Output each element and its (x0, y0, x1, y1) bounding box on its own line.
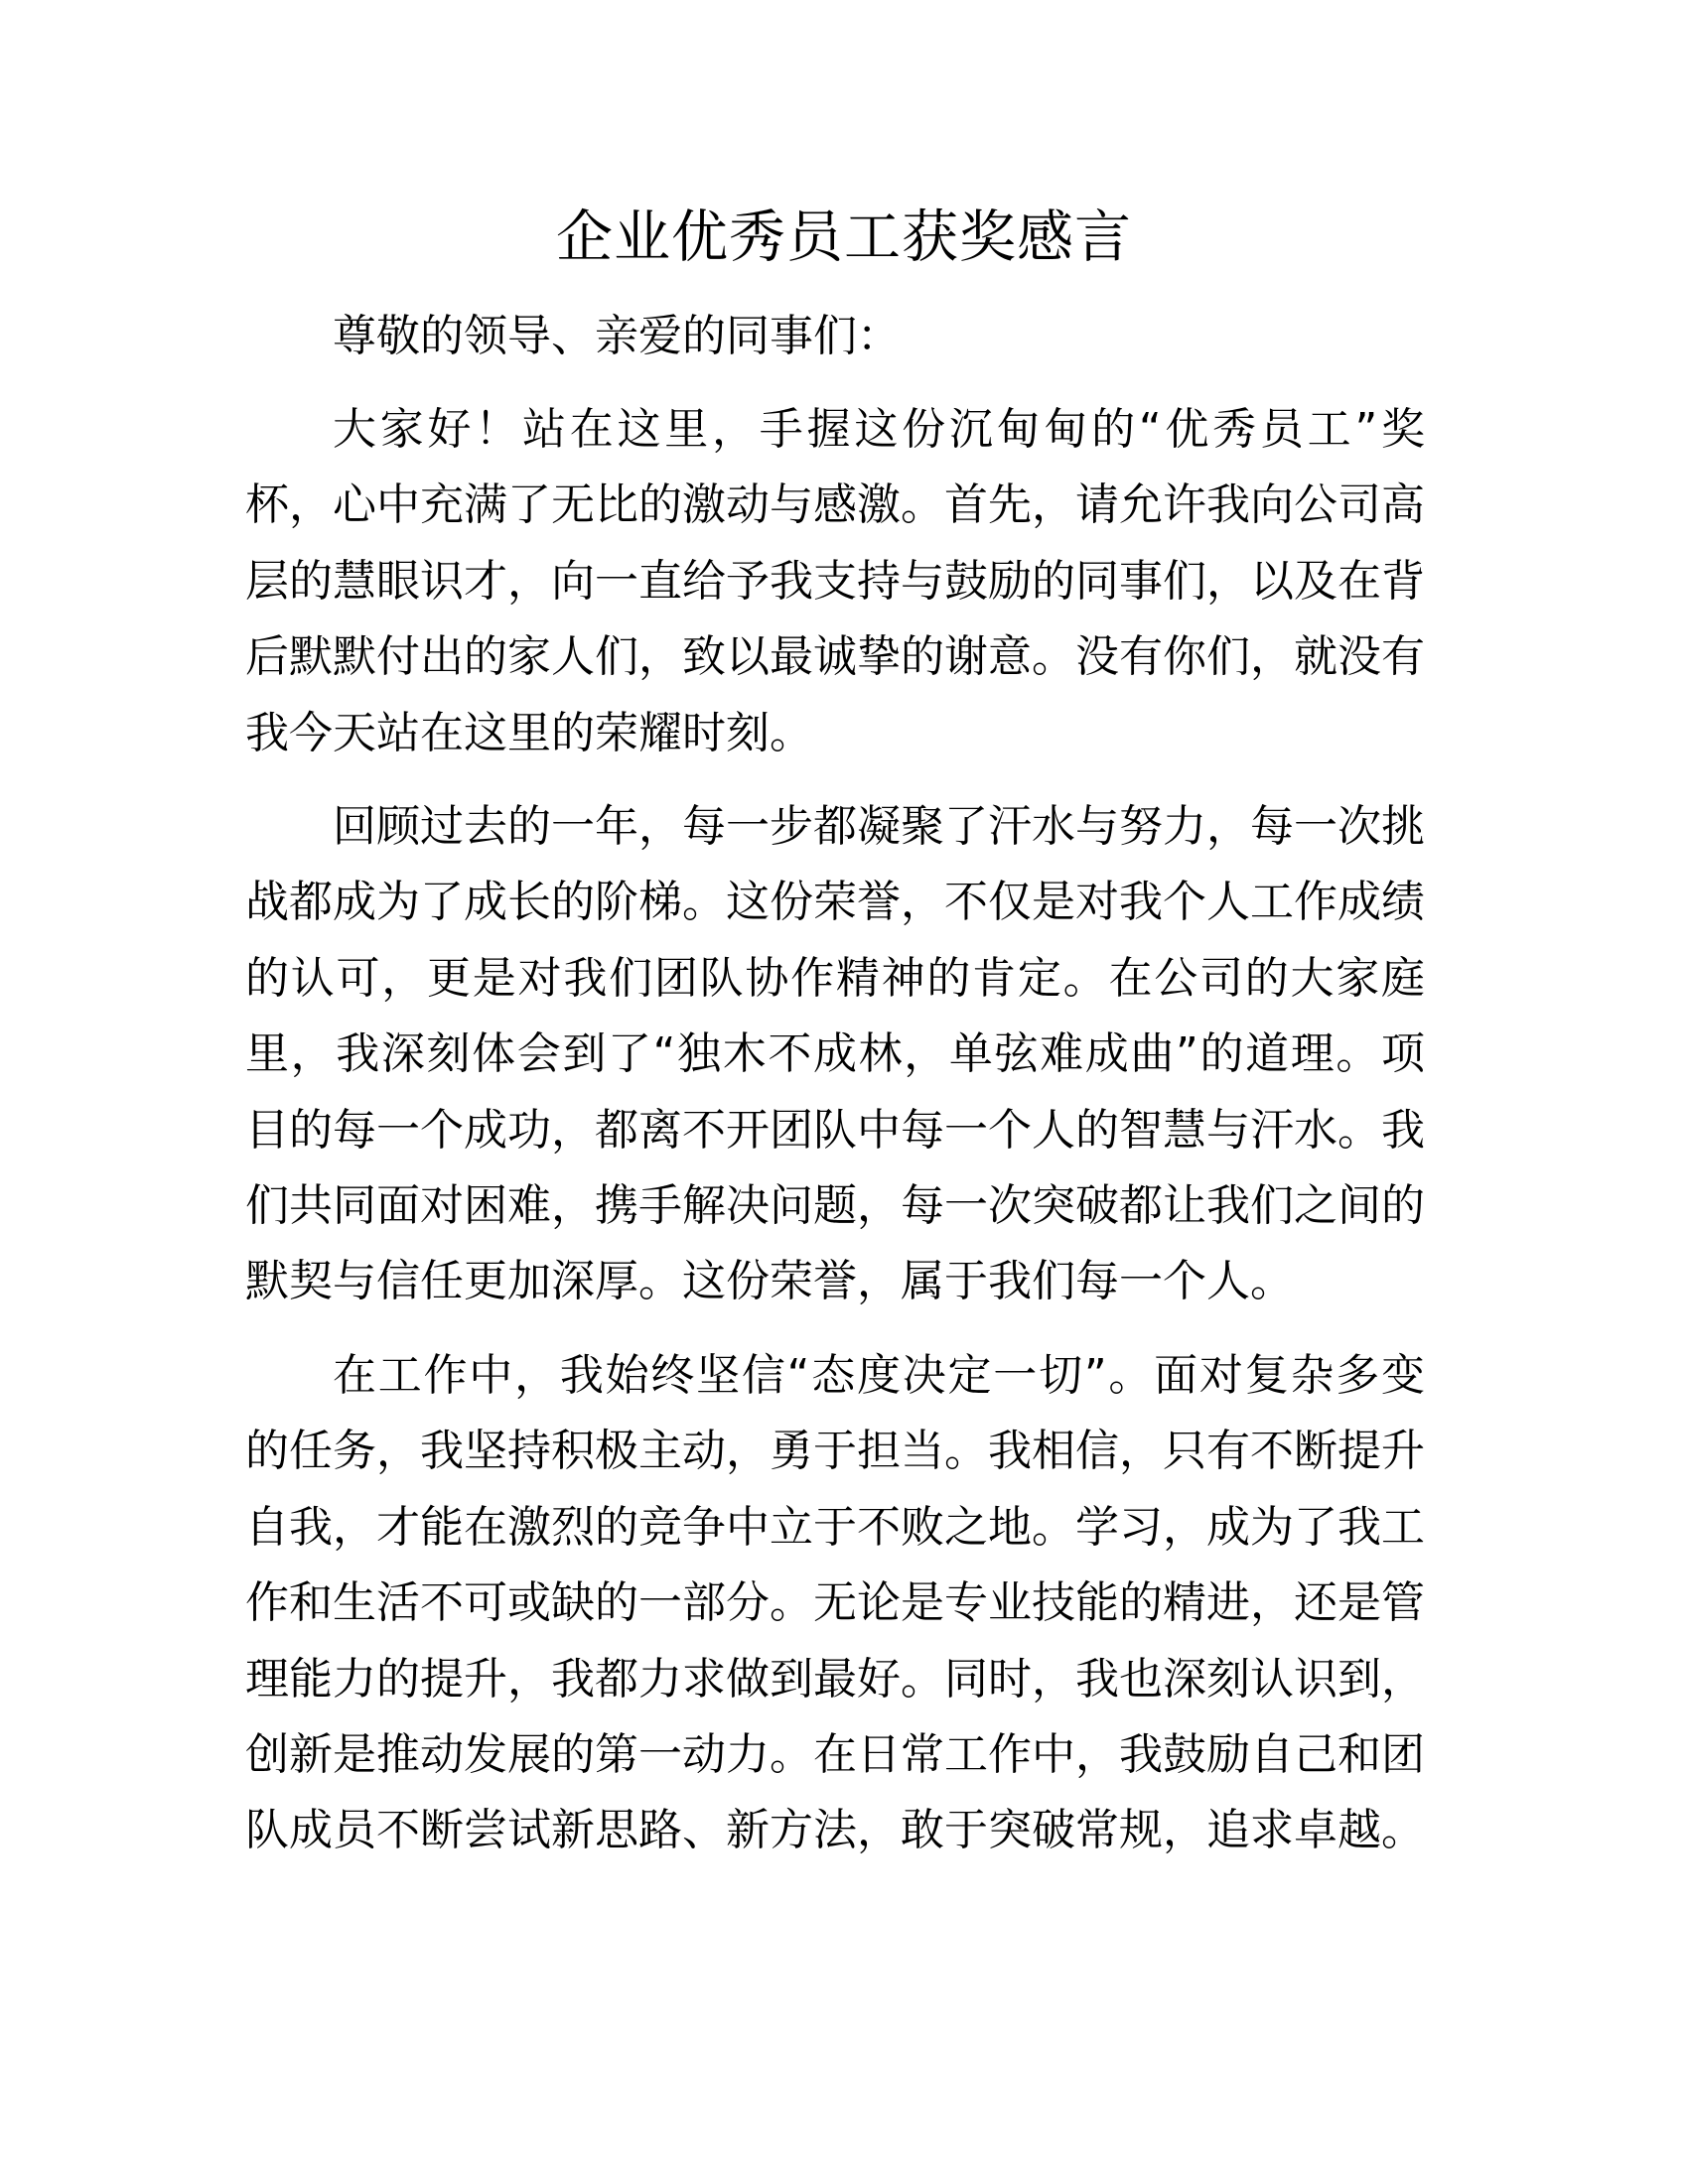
paragraph-3 (245, 1338, 1425, 1869)
paragraph-line: 层的慧眼识才，向一直给予我支持与鼓励的同事们，以及在背 (245, 555, 1425, 607)
paragraph-line: 杯，心中充满了无比的激动与感激。首先，请允许我向公司高 (245, 479, 1425, 531)
paragraph-1 (245, 392, 1425, 771)
paragraph-line: 里，我深刻体会到了“独木不成林，单弦难成曲”的道理。项 (245, 1028, 1425, 1080)
paragraph-line: 的认可，更是对我们团队协作精神的肯定。在公司的大家庭 (245, 952, 1425, 1004)
paragraph-line: 大家好！站在这里，手握这份沉甸甸的“优秀员工”奖 (333, 404, 1425, 455)
greeting (245, 299, 1425, 374)
paragraph-line: 创新是推动发展的第一动力。在日常工作中，我鼓励自己和团 (245, 1728, 1425, 1780)
paragraph-line: 理能力的提升，我都力求做到最好。同时，我也深刻认识到， (245, 1653, 1425, 1705)
greeting-line: 尊敬的领导、亲爱的同事们： (333, 311, 901, 361)
paragraph-line: 自我，才能在激烈的竞争中立于不败之地。学习，成为了我工 (245, 1501, 1425, 1553)
paragraph-line: 回顾过去的一年，每一步都凝聚了汗水与努力，每一次挑 (333, 801, 1425, 852)
paragraph-2 (245, 789, 1425, 1320)
paragraph-line: 战都成为了成长的阶梯。这份荣誉，不仅是对我个人工作成绩 (245, 877, 1425, 928)
paragraph-line: 在工作中，我始终坚信“态度决定一切”。面对复杂多变 (333, 1350, 1425, 1401)
paragraph-line: 后默默付出的家人们，致以最诚挚的谢意。没有你们，就没有 (245, 631, 1425, 683)
paragraph-line: 默契与信任更加深厚。这份荣誉，属于我们每一个人。 (245, 1256, 1294, 1307)
paragraph-line: 们共同面对困难，携手解决问题，每一次突破都让我们之间的 (245, 1179, 1425, 1231)
paragraph-line: 的任务，我坚持积极主动，勇于担当。我相信，只有不断提升 (245, 1426, 1425, 1477)
paragraph-line: 我今天站在这里的荣耀时刻。 (245, 707, 813, 758)
paragraph-line: 作和生活不可或缺的一部分。无论是专业技能的精进，还是管 (245, 1577, 1425, 1629)
document-title: 企业优秀员工获奖感言 (556, 205, 1132, 270)
paragraph-line: 目的每一个成功，都离不开团队中每一个人的智慧与汗水。我 (245, 1104, 1425, 1156)
paragraph-line: 队成员不断尝试新思路、新方法，敢于突破常规，追求卓越。 (245, 1805, 1425, 1856)
